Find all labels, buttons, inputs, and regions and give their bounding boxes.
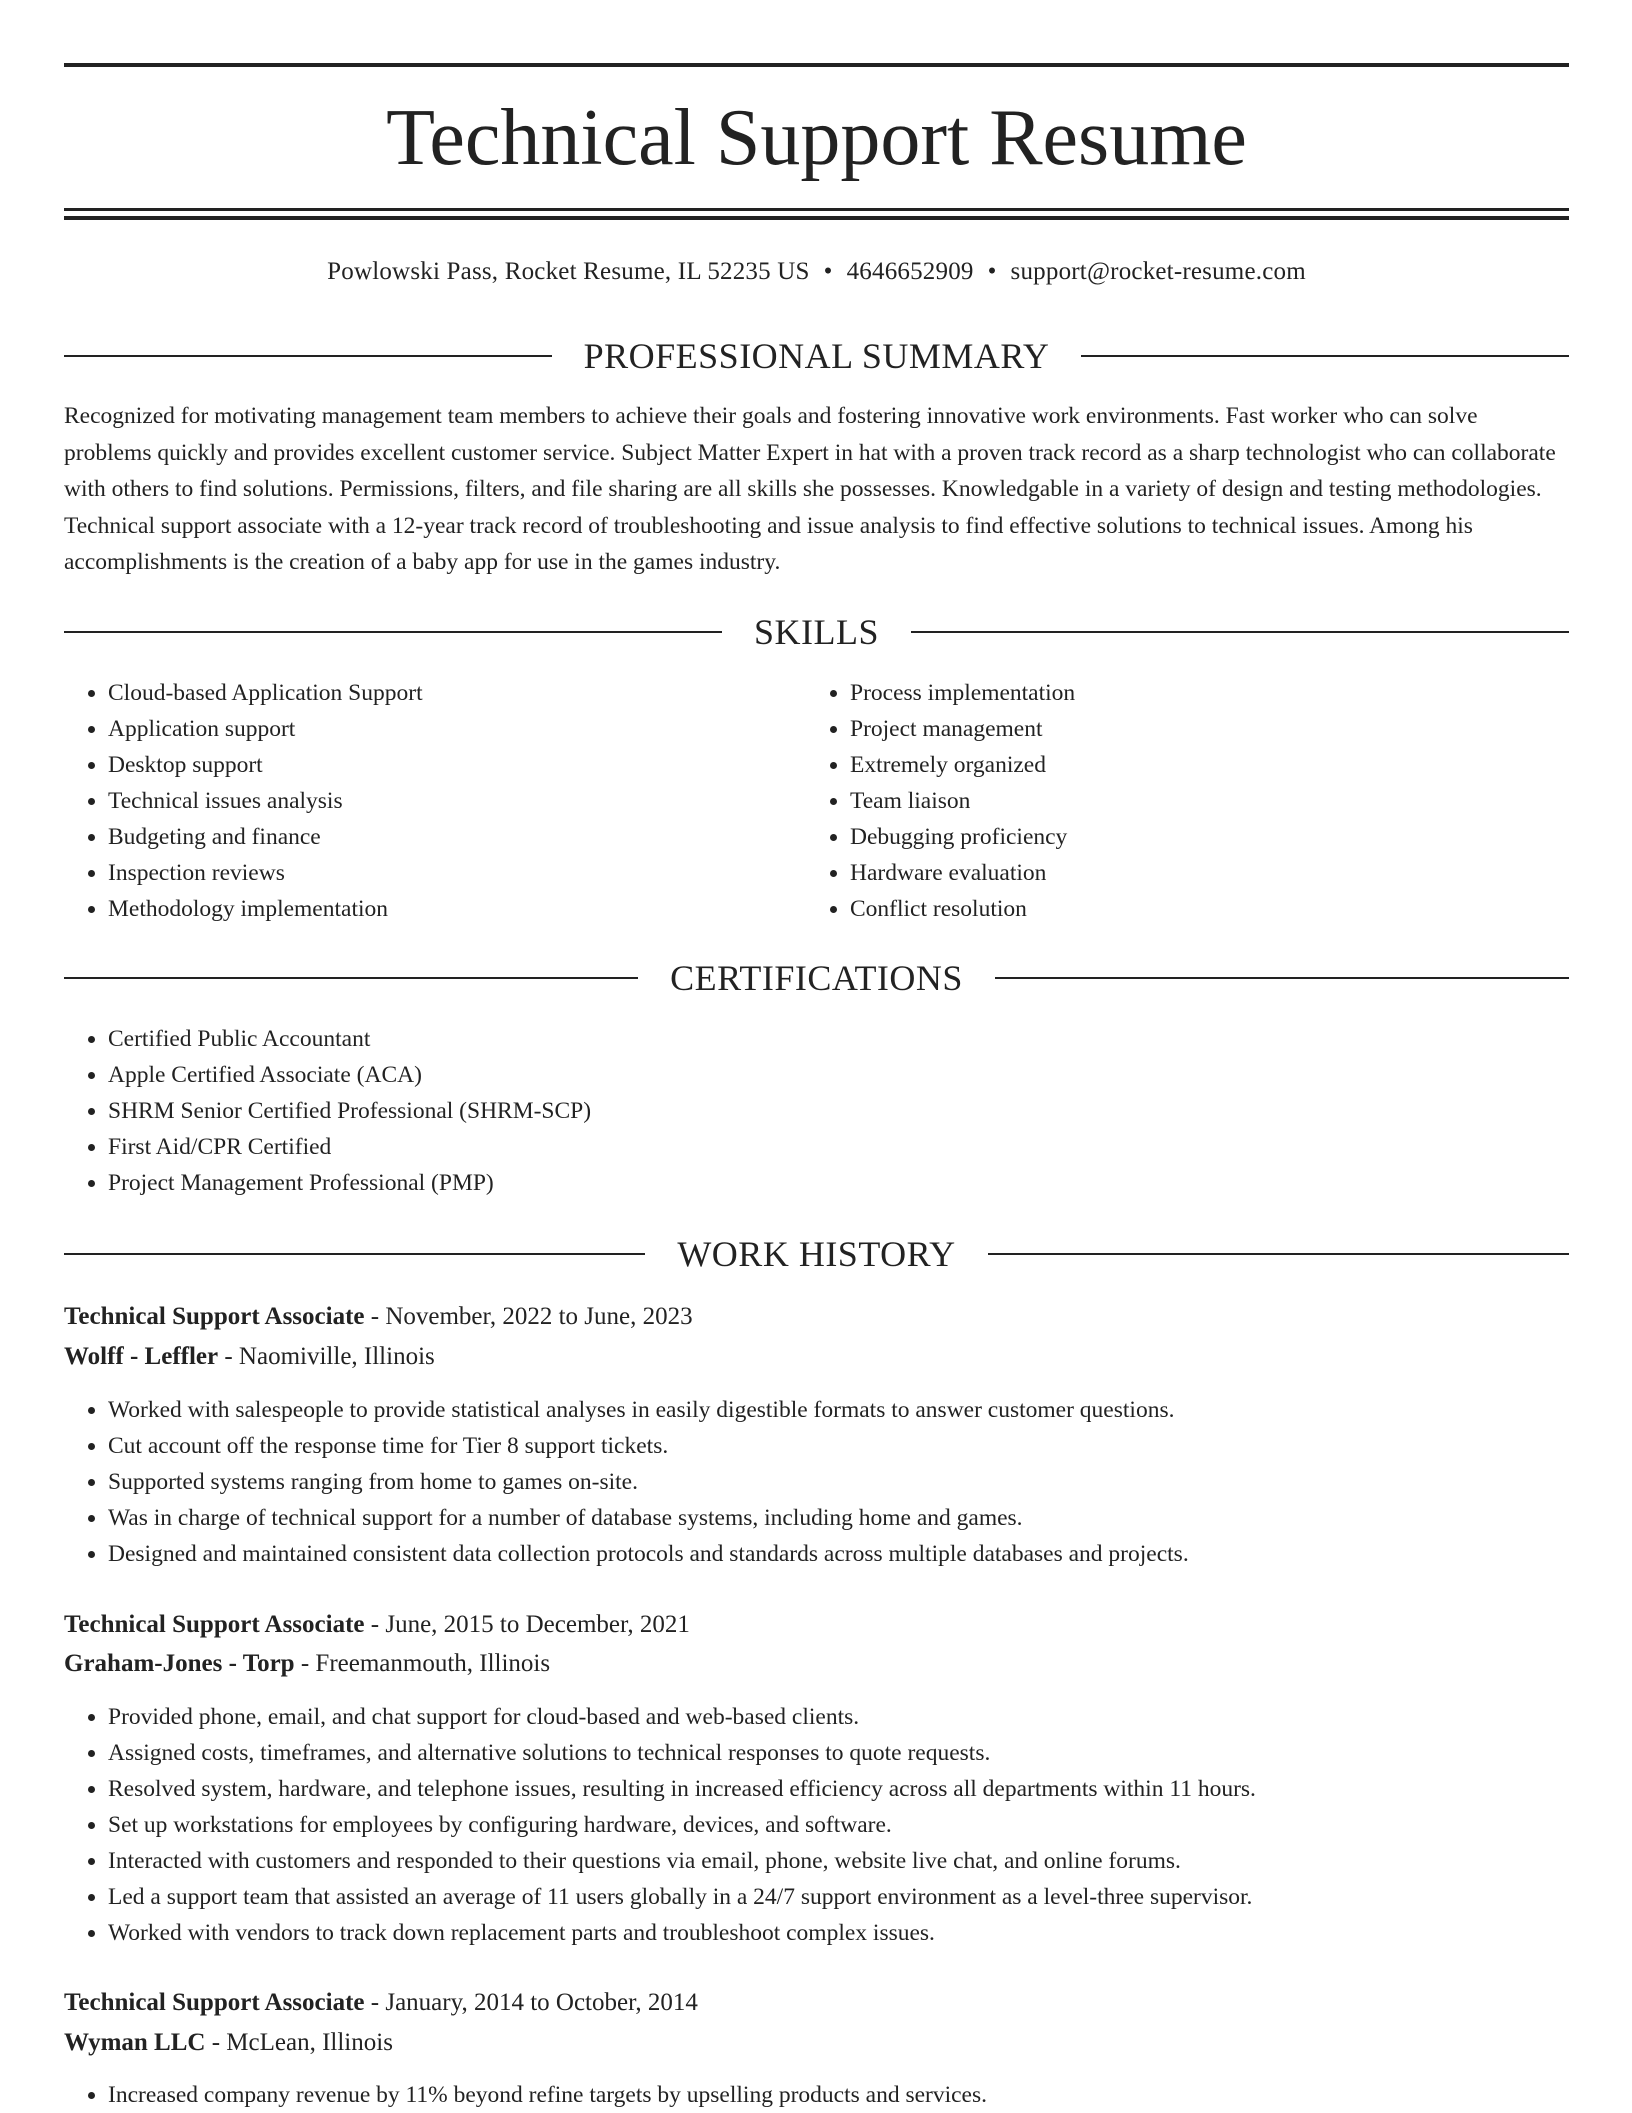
job-bullet: • Supported systems ranging from home to games on-site. xyxy=(108,1464,1568,1500)
contact-phone: 4646652909 xyxy=(846,258,974,285)
job-bullet: • Cut account off the response time for Tier 8 support tickets. xyxy=(108,1428,1568,1464)
resume-title: Technical Support Resume xyxy=(386,94,1247,182)
skill-item: • Conflict resolution xyxy=(850,891,1550,927)
skill-item: • Debugging proficiency xyxy=(850,819,1550,855)
professional-summary-text: Recognized for motivating management team members to achieve their goals and fostering innovative work environments. Fast worker who can solve problems quickly and provides excellent customer service. Subject Matter Expert in hat with a proven track record as a sharp technologist who can collaborate with others to find solutions. Permissions, filters, and file sharing are all skills she possesses. Knowledgable in a variety of design and testing methodologies. Technical support associate with a 12-year track record of troubleshooting and issue analysis to find effective solutions to technical issues. Among his accomplishments is the creation of a baby app for use in the games industry. xyxy=(64,403,1556,575)
contact-separator: • xyxy=(823,258,833,285)
skill-item: • Inspection reviews xyxy=(108,855,808,891)
certification-item: • First Aid/CPR Certified xyxy=(108,1129,1508,1165)
job-bullet: • Increased company revenue by 11% beyond refine targets by upselling products and services. xyxy=(108,2077,1568,2113)
contact-address: Powlowski Pass, Rocket Resume, IL 52235 US xyxy=(327,258,810,285)
contact-email: support@rocket-resume.com xyxy=(1010,258,1306,285)
heading-rule-left xyxy=(64,977,638,979)
job-dates: - January, 2014 to October, 2014 xyxy=(364,1989,698,2016)
job-location: - Naomiville, Illinois xyxy=(218,1343,435,1370)
job-company: Wyman LLC xyxy=(64,2029,206,2056)
job-bullets xyxy=(64,1699,1568,1951)
job-bullet: • Set up workstations for employees by configuring hardware, devices, and software. xyxy=(108,1807,1568,1843)
certifications-section-heading xyxy=(64,958,1569,998)
heading-rule-right xyxy=(1081,355,1569,357)
job-bullet: • Provided phone, email, and chat support for cloud-based and web-based clients. xyxy=(108,1699,1568,1735)
skill-item: • Extremely organized xyxy=(850,747,1550,783)
heading-rule-right xyxy=(995,977,1569,979)
skill-item: • Application support xyxy=(108,711,808,747)
heading-rule-right xyxy=(911,631,1569,633)
certifications-heading-label: CERTIFICATIONS xyxy=(670,958,963,998)
skill-item: • Budgeting and finance xyxy=(108,819,808,855)
skills-list-left xyxy=(64,675,808,927)
title-rule-upper xyxy=(64,208,1569,211)
skill-item: • Hardware evaluation xyxy=(850,855,1550,891)
skills-heading-label: SKILLS xyxy=(754,612,880,652)
contact-separator: • xyxy=(987,258,997,285)
skill-item: • Cloud-based Application Support xyxy=(108,675,808,711)
job-title-line xyxy=(64,1607,1569,1643)
job-bullet: • Designed and maintained consistent data collection protocols and standards across multiple databases and projects. xyxy=(108,1536,1568,1572)
heading-rule-right xyxy=(988,1253,1569,1255)
certifications-list xyxy=(64,1021,1508,1201)
job-dates: - November, 2022 to June, 2023 xyxy=(364,1303,693,1330)
certification-item: • SHRM Senior Certified Professional (SHRM-SCP) xyxy=(108,1093,1508,1129)
summary-heading-label: PROFESSIONAL SUMMARY xyxy=(583,336,1050,376)
job-dates: - June, 2015 to December, 2021 xyxy=(364,1611,690,1638)
certification-item: • Apple Certified Associate (ACA) xyxy=(108,1057,1508,1093)
job-company: Graham-Jones - Torp xyxy=(64,1650,295,1677)
job-bullet: • Resolved system, hardware, and telephone issues, resulting in increased efficiency across all departments within 11 hours. xyxy=(108,1771,1568,1807)
job-bullet: • Led a support team that assisted an average of 11 users globally in a 24/7 support environment as a level-three supervisor. xyxy=(108,1879,1568,1915)
title-rule-lower xyxy=(64,216,1569,220)
skill-item: • Process implementation xyxy=(850,675,1550,711)
summary-section-heading xyxy=(64,336,1569,376)
job-company-line xyxy=(64,2025,1569,2061)
skill-item: • Desktop support xyxy=(108,747,808,783)
job-location: - McLean, Illinois xyxy=(205,2029,393,2056)
top-rule xyxy=(64,63,1569,67)
job-title-line xyxy=(64,1985,1569,2021)
job-bullets xyxy=(64,2077,1568,2113)
work-history-section-heading xyxy=(64,1234,1569,1274)
job-bullets xyxy=(64,1392,1568,1572)
job-role: Technical Support Associate xyxy=(64,1303,365,1330)
job-role: Technical Support Associate xyxy=(64,1611,365,1638)
heading-rule-left xyxy=(64,355,552,357)
job-role: Technical Support Associate xyxy=(64,1989,365,2016)
certification-item: • Certified Public Accountant xyxy=(108,1021,1508,1057)
skill-item: • Methodology implementation xyxy=(108,891,808,927)
job-bullet: • Was in charge of technical support for a number of database systems, including home and games. xyxy=(108,1500,1568,1536)
job-title-line xyxy=(64,1299,1569,1335)
skill-item: • Technical issues analysis xyxy=(108,783,808,819)
work-history-heading-label: WORK HISTORY xyxy=(677,1234,956,1274)
job-company-line xyxy=(64,1339,1569,1375)
job-bullet: • Assigned costs, timeframes, and alternative solutions to technical responses to quote requests. xyxy=(108,1735,1568,1771)
job-company-line xyxy=(64,1646,1569,1682)
skills-section-heading xyxy=(64,612,1569,652)
skills-list-right xyxy=(806,675,1550,927)
contact-line xyxy=(64,254,1569,290)
skill-item: • Project management xyxy=(850,711,1550,747)
job-location: - Freemanmouth, Illinois xyxy=(294,1650,551,1677)
heading-rule-left xyxy=(64,1253,645,1255)
heading-rule-left xyxy=(64,631,722,633)
certification-item: • Project Management Professional (PMP) xyxy=(108,1165,1508,1201)
skill-item: • Team liaison xyxy=(850,783,1550,819)
job-company: Wolff - Leffler xyxy=(64,1343,219,1370)
job-bullet: • Interacted with customers and responded to their questions via email, phone, website live chat, and online forums. xyxy=(108,1843,1568,1879)
job-bullet: • Worked with vendors to track down replacement parts and troubleshoot complex issues. xyxy=(108,1915,1568,1951)
job-bullet: • Worked with salespeople to provide statistical analyses in easily digestible formats to answer customer questions. xyxy=(108,1392,1568,1428)
